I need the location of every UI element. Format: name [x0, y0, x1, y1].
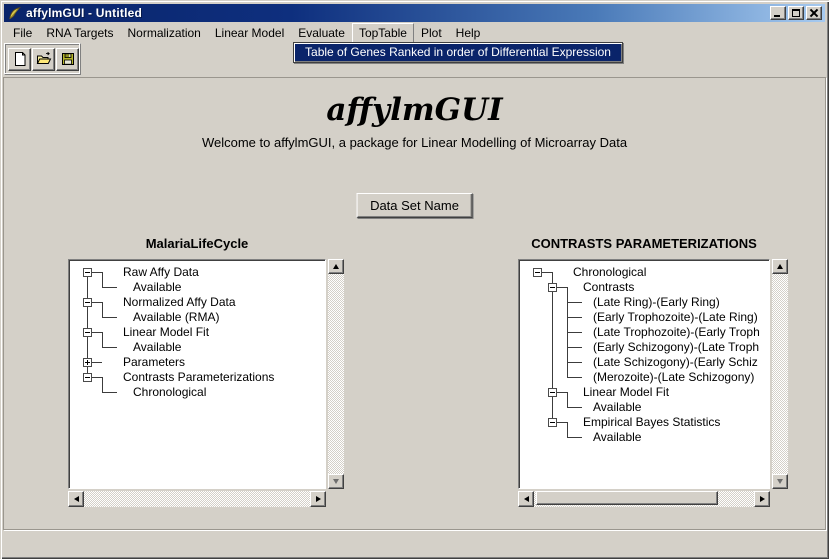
menu-rna-targets[interactable]: RNA Targets: [46, 25, 114, 40]
tree-item-label[interactable]: Available: [133, 340, 182, 354]
menu-toptable[interactable]: TopTable: [352, 23, 414, 43]
tree-connector-line: [552, 272, 553, 422]
tree-item-label[interactable]: Empirical Bayes Statistics: [583, 415, 721, 429]
scroll-left-button[interactable]: [68, 491, 84, 507]
hscroll-thumb[interactable]: [536, 491, 718, 505]
menu-plot[interactable]: Plot: [420, 25, 442, 40]
collapse-minus-icon[interactable]: [83, 298, 92, 307]
tree-connector-line: [91, 302, 102, 303]
dataset-tree-vscrollbar[interactable]: [328, 259, 344, 489]
open-folder-icon: [36, 51, 52, 67]
collapse-minus-icon[interactable]: [83, 373, 92, 382]
tree-connector-line: [102, 332, 103, 347]
tree-connector-line: [567, 362, 582, 363]
tree-connector-line: [556, 422, 567, 423]
menu-bar: [3, 23, 826, 42]
tree-item-label[interactable]: (Early Trophozoite)-(Late Ring): [593, 310, 758, 324]
app-title: affylmGUI: [326, 92, 503, 128]
window-title: affylmGUI - Untitled: [26, 6, 143, 20]
save-file-button[interactable]: [56, 48, 79, 71]
tree-item-label[interactable]: Chronological: [573, 265, 647, 279]
hscroll-track[interactable]: [84, 491, 310, 507]
menu-normalization[interactable]: Normalization: [127, 25, 201, 40]
tree-connector-line: [567, 302, 582, 303]
tree-item-label[interactable]: Available (RMA): [133, 310, 220, 324]
tree-connector-line: [541, 272, 552, 273]
tree-connector-line: [567, 317, 582, 318]
right-tree-header: CONTRASTS PARAMETERIZATIONS: [531, 236, 757, 251]
scroll-up-button[interactable]: [772, 259, 788, 274]
tree-item-label[interactable]: (Late Trophozoite)-(Early Troph: [593, 325, 760, 339]
close-button[interactable]: [806, 6, 822, 20]
tree-item-label[interactable]: Contrasts: [583, 280, 635, 294]
collapse-minus-icon[interactable]: [548, 418, 557, 427]
save-floppy-icon: [60, 51, 76, 67]
tree-item-label[interactable]: (Early Schizogony)-(Late Troph: [593, 340, 760, 354]
tree-item-label[interactable]: Raw Affy Data: [123, 265, 199, 279]
collapse-minus-icon[interactable]: [83, 328, 92, 337]
tree-connector-line: [102, 377, 103, 392]
tree-item-label[interactable]: Normalized Affy Data: [123, 295, 236, 309]
toolbar: [4, 43, 81, 75]
tree-connector-line: [567, 377, 582, 378]
hscroll-track[interactable]: [534, 491, 754, 507]
tree-connector-line: [567, 392, 568, 407]
menu-help[interactable]: Help: [455, 25, 481, 40]
arrow-right-icon: [760, 496, 765, 502]
tree-item-label[interactable]: Parameters: [123, 355, 186, 369]
tree-connector-line: [567, 422, 568, 437]
collapse-minus-icon[interactable]: [548, 283, 557, 292]
tree-connector-line: [102, 392, 117, 393]
tree-connector-line: [567, 407, 582, 408]
contrasts-tree-listbox[interactable]: [518, 259, 770, 489]
maximize-button[interactable]: [788, 6, 804, 20]
tree-item-label[interactable]: Chronological: [133, 385, 207, 399]
scroll-right-button[interactable]: [310, 491, 326, 507]
tree-item-label[interactable]: Available: [593, 400, 642, 414]
tree-item-label[interactable]: Linear Model Fit: [123, 325, 210, 339]
tree-connector-line: [102, 317, 117, 318]
arrow-up-icon: [777, 264, 783, 269]
tree-connector-line: [556, 392, 567, 393]
tree-connector-line: [556, 287, 567, 288]
scroll-right-button[interactable]: [754, 491, 770, 507]
menu-item-table-of-genes[interactable]: Table of Genes Ranked in order of Differential Expression: [295, 44, 621, 61]
collapse-minus-icon[interactable]: [548, 388, 557, 397]
tree-connector-line: [91, 332, 102, 333]
title-bar[interactable]: [4, 4, 825, 22]
collapse-minus-icon[interactable]: [533, 268, 542, 277]
tree-item-label[interactable]: Linear Model Fit: [583, 385, 670, 399]
dataset-tree-listbox[interactable]: [68, 259, 326, 489]
tree-item-label[interactable]: (Late Schizogony)-(Early Schiz: [593, 355, 758, 369]
arrow-up-icon: [333, 264, 339, 269]
tree-connector-line: [567, 437, 582, 438]
new-file-button[interactable]: [8, 48, 31, 71]
contrasts-tree-vscrollbar[interactable]: [772, 259, 788, 489]
menu-evaluate[interactable]: Evaluate: [298, 25, 345, 40]
arrow-right-icon: [316, 496, 321, 502]
data-set-name-button[interactable]: Data Set Name: [356, 193, 473, 218]
minimize-icon: [774, 15, 780, 17]
collapse-minus-icon[interactable]: [83, 268, 92, 277]
main-content-area: [3, 77, 826, 530]
scroll-down-button[interactable]: [328, 474, 344, 489]
scroll-up-button[interactable]: [328, 259, 344, 274]
open-file-button[interactable]: [32, 48, 55, 71]
left-tree-header: MalariaLifeCycle: [145, 236, 249, 251]
contrasts-tree-hscrollbar[interactable]: [518, 491, 770, 507]
vscroll-track[interactable]: [328, 274, 344, 474]
tree-item-label[interactable]: (Merozoite)-(Late Schizogony): [593, 370, 755, 384]
close-icon: [810, 9, 818, 17]
tree-connector-line: [102, 287, 117, 288]
arrow-left-icon: [524, 496, 529, 502]
tree-connector-line: [91, 362, 102, 363]
arrow-down-icon: [777, 479, 783, 484]
tree-item-label[interactable]: Available: [133, 280, 182, 294]
tree-connector-line: [91, 377, 102, 378]
menu-linear-model[interactable]: Linear Model: [214, 25, 285, 40]
expand-plus-icon[interactable]: [83, 358, 92, 367]
arrow-down-icon: [333, 479, 339, 484]
tree-item-label[interactable]: Available: [593, 430, 642, 444]
tree-item-label[interactable]: (Late Ring)-(Early Ring): [593, 295, 720, 309]
toptable-menu-popup: [293, 42, 623, 63]
tree-item-label[interactable]: Contrasts Parameterizations: [123, 370, 275, 384]
tree-connector-line: [102, 347, 117, 348]
window-controls: [770, 6, 822, 20]
arrow-left-icon: [74, 496, 79, 502]
welcome-text: Welcome to affylmGUI, a package for Linear Modelling of Microarray Data: [201, 135, 628, 150]
maximize-icon: [792, 9, 800, 17]
tree-connector-line: [567, 347, 582, 348]
feather-icon: [7, 6, 22, 21]
menu-file[interactable]: File: [13, 25, 33, 40]
scroll-left-button[interactable]: [518, 491, 534, 507]
tree-connector-line: [91, 272, 102, 273]
scroll-down-button[interactable]: [772, 474, 788, 489]
new-document-icon: [12, 51, 28, 67]
tree-connector-line: [102, 302, 103, 317]
vscroll-track[interactable]: [772, 274, 788, 474]
dataset-tree-hscrollbar[interactable]: [68, 491, 326, 507]
tree-connector-line: [102, 272, 103, 287]
minimize-button[interactable]: [770, 6, 786, 20]
tree-connector-line: [567, 332, 582, 333]
